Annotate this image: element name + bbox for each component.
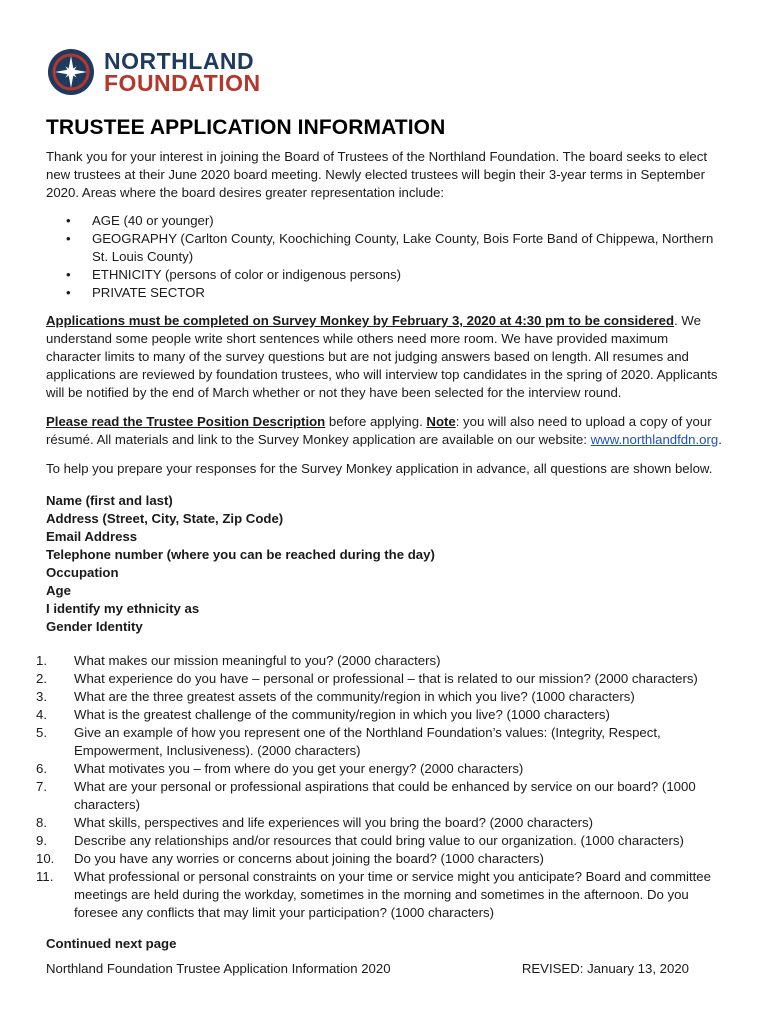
continued-note: Continued next page <box>46 936 177 951</box>
question-item <box>36 688 726 706</box>
field-label: Telephone number (where you can be reached during the day) <box>46 547 435 562</box>
list-item: • ETHNICITY (persons of color or indigenous persons) <box>66 266 726 284</box>
deadline-paragraph <box>46 312 726 402</box>
question-text: Describe any relationships and/or resources that could bring value to our organization. (1000 characters) <box>74 833 684 848</box>
question-item <box>36 850 726 868</box>
compass-star-icon <box>46 47 96 97</box>
questions-list <box>36 652 726 922</box>
read-description-paragraph <box>46 413 726 449</box>
field-label: Email Address <box>46 529 138 544</box>
question-item <box>36 724 726 760</box>
page-footer <box>46 961 689 976</box>
field-label: Occupation <box>46 565 119 580</box>
representation-areas-list <box>66 212 726 302</box>
question-number: 7. <box>36 779 47 794</box>
question-text: What motivates you – from where do you get your energy? (2000 characters) <box>74 761 524 776</box>
text-span: . <box>718 432 722 447</box>
field-label: Gender Identity <box>46 619 143 634</box>
question-number: 9. <box>36 833 47 848</box>
question-text: Do you have any worries or concerns about joining the board? (1000 characters) <box>74 851 544 866</box>
deadline-notice: Applications must be completed on Survey Monkey by February 3, 2020 at 4:30 pm to be considered <box>46 313 675 328</box>
footer-revised-date: REVISED: January 13, 2020 <box>521 961 689 976</box>
foundation-logo <box>46 40 726 104</box>
field-label: Name (first and last) <box>46 493 173 508</box>
document-page <box>36 40 726 976</box>
question-number: 6. <box>36 761 47 776</box>
logo-line-2: FOUNDATION <box>104 70 261 96</box>
question-text: What experience do you have – personal or professional – that is related to our mission? (2000 characters) <box>74 671 698 686</box>
page-title: TRUSTEE APPLICATION INFORMATION <box>46 116 446 139</box>
text-span: before applying. <box>325 414 427 429</box>
list-item: • AGE (40 or younger) <box>66 212 726 230</box>
list-item: • GEOGRAPHY (Carlton County, Koochiching County, Lake County, Bois Forte Band of Chippewa, Northern St. Louis County) <box>66 230 726 266</box>
question-item <box>36 814 726 832</box>
application-fields-list <box>46 492 726 636</box>
question-number: 2. <box>36 671 47 686</box>
question-text: What skills, perspectives and life experiences will you bring the board? (2000 characters) <box>74 815 593 830</box>
question-text: What is the greatest challenge of the community/region in which you live? (1000 characters) <box>74 707 610 722</box>
question-text: Give an example of how you represent one of the Northland Foundation’s values: (Integrity, Respect, Empowerment, Inclusiveness). (2000 characters) <box>74 725 661 758</box>
question-text: What are your personal or professional aspirations that could be enhanced by service on our board? (1000 characters) <box>74 779 696 812</box>
deadline-details: . We understand some people write short sentences while others need more room. We have provided maximum character limits to many of the survey questions but are not judging answers based on length. All resumes and applications are reviewed by foundation trustees, who will interview top candidates in the spring of 2020. Applicants will be notified by the end of March whether or not they have been selected for the interview round. <box>46 313 718 400</box>
question-number: 1. <box>36 653 47 668</box>
question-item <box>36 868 726 922</box>
question-item <box>36 652 726 670</box>
question-text: What are the three greatest assets of the community/region in which you live? (1000 characters) <box>74 689 635 704</box>
question-item <box>36 670 726 688</box>
logo-wordmark <box>104 50 261 94</box>
question-number: 11. <box>36 869 54 884</box>
field-label: Age <box>46 583 71 598</box>
field-label: I identify my ethnicity as <box>46 601 200 616</box>
question-number: 8. <box>36 815 47 830</box>
position-description-reference: Please read the Trustee Position Description <box>46 414 326 429</box>
intro-paragraph: Thank you for your interest in joining the Board of Trustees of the Northland Foundation. The board seeks to elect new trustees at their June 2020 board meeting. Newly elected trustees will begin their 3-year terms in September 2020. Areas where the board desires greater representation include: <box>46 149 707 200</box>
question-number: 5. <box>36 725 47 740</box>
question-text: What makes our mission meaningful to you? (2000 characters) <box>74 653 441 668</box>
note-label: Note <box>426 414 456 429</box>
website-link[interactable]: www.northlandfdn.org <box>590 432 719 447</box>
question-item <box>36 706 726 724</box>
question-number: 10. <box>36 851 55 866</box>
text-span: : you will also need to upload a copy of your résumé. All materials and link to the Survey Monkey application are available on our website: <box>46 414 712 447</box>
footer-document-title: Northland Foundation Trustee Application Information 2020 <box>46 961 391 976</box>
list-item: • PRIVATE SECTOR <box>66 284 726 302</box>
question-item <box>36 760 726 778</box>
question-text: What professional or personal constraints on your time or service might you anticipate? Board and committee meetings are held during the workday, sometimes in the morning and sometimes in the afternoon. Do you foresee any conflicts that may limit your participation? (1000 characters) <box>74 869 711 920</box>
question-item <box>36 832 726 850</box>
question-number: 3. <box>36 689 47 704</box>
question-number: 4. <box>36 707 47 722</box>
prepare-paragraph: To help you prepare your responses for the Survey Monkey application in advance, all questions are shown below. <box>46 461 713 476</box>
field-label: Address (Street, City, State, Zip Code) <box>46 511 284 526</box>
logo-line-1: NORTHLAND <box>104 48 255 74</box>
question-item <box>36 778 726 814</box>
